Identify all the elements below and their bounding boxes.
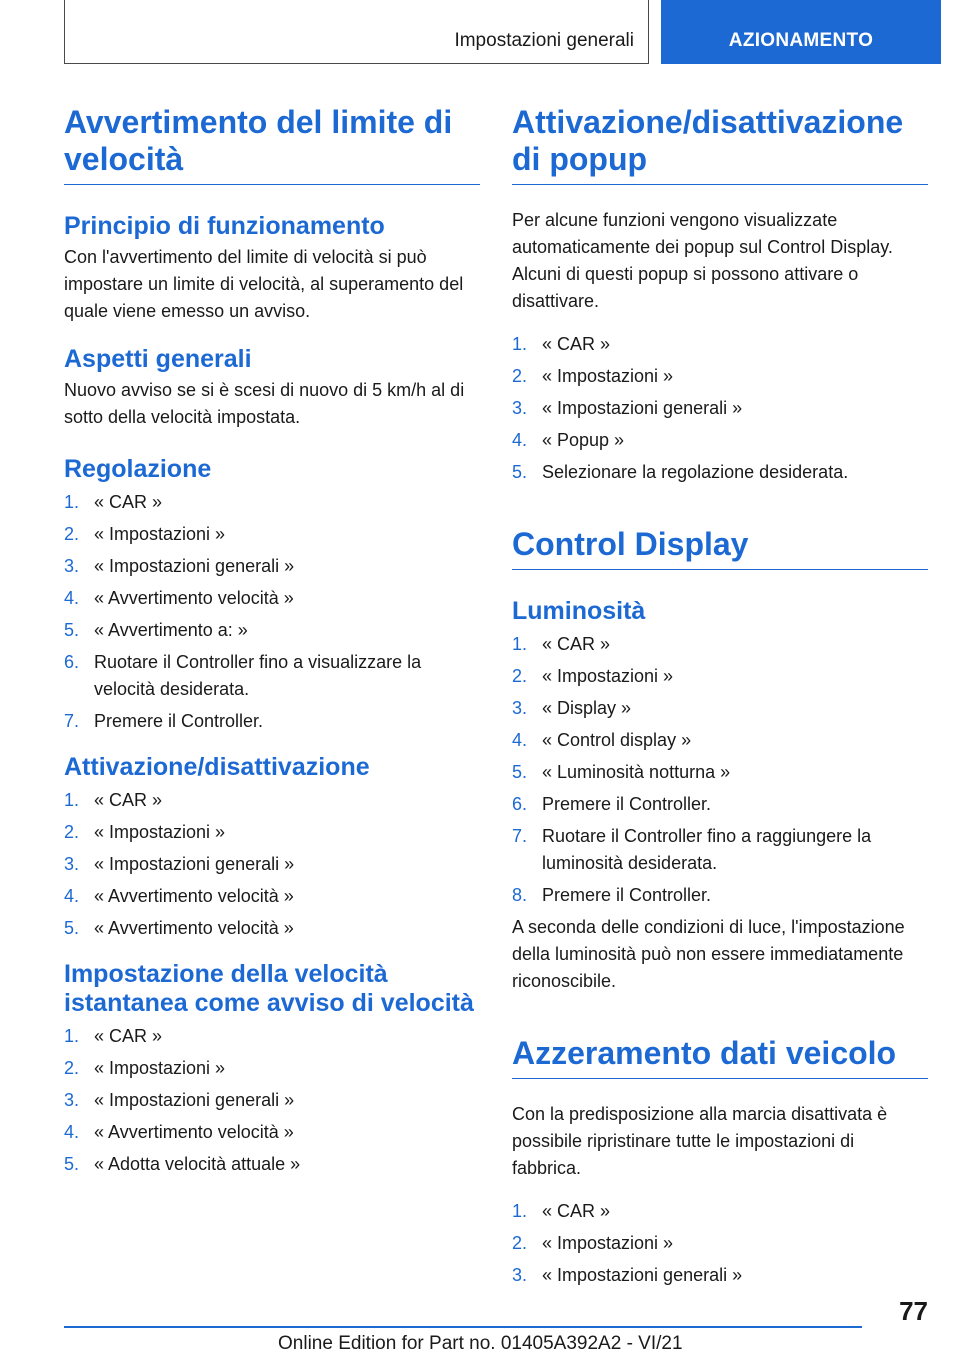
attivazione-steps — [64, 787, 480, 942]
step-number: 4. — [512, 730, 528, 750]
step-number: 1. — [64, 492, 80, 512]
left-column — [64, 104, 480, 1183]
list-item — [512, 759, 928, 786]
step-text: « CAR » — [94, 1026, 163, 1046]
step-number: 5. — [64, 620, 80, 640]
luminosita-steps — [512, 631, 928, 909]
list-item — [512, 663, 928, 690]
list-item — [512, 1230, 928, 1257]
step-text: « Impostazioni generali » — [94, 1090, 295, 1110]
step-number: 4. — [64, 1122, 80, 1142]
list-item — [512, 823, 928, 877]
step-text: « Impostazioni generali » — [542, 1265, 743, 1285]
step-text: Ruotare il Controller fino a visualizzare la velocità desiderata. — [94, 652, 422, 699]
luminosita-heading: Luminosità — [512, 597, 646, 625]
list-item — [64, 851, 480, 878]
attivazione-heading: Attivazione/disattivazione — [64, 753, 370, 781]
list-item — [64, 1087, 480, 1114]
luminosita-note: A seconda delle condizioni di luce, l'impostazione della luminosità può non essere immediatamente riconoscibile. — [512, 917, 905, 991]
step-number: 3. — [64, 854, 80, 874]
list-item — [512, 331, 928, 358]
list-item — [64, 1055, 480, 1082]
step-number: 3. — [512, 398, 528, 418]
step-text: « Display » — [542, 698, 632, 718]
step-number: 4. — [64, 588, 80, 608]
list-item — [512, 727, 928, 754]
step-text: « Impostazioni » — [542, 1233, 674, 1253]
step-text: « CAR » — [94, 492, 163, 512]
principio-heading: Principio di funzionamento — [64, 212, 385, 240]
step-text: « Impostazioni » — [542, 666, 674, 686]
step-number: 2. — [64, 1058, 80, 1078]
list-item — [512, 695, 928, 722]
step-number: 3. — [64, 556, 80, 576]
list-item — [512, 882, 928, 909]
step-number: 7. — [512, 826, 528, 846]
list-item — [64, 1119, 480, 1146]
step-text: « Avvertimento velocità » — [94, 1122, 294, 1142]
list-item — [64, 1023, 480, 1050]
step-text: « Control display » — [542, 730, 692, 750]
header-section-box — [64, 0, 649, 64]
regolazione-steps — [64, 489, 480, 735]
step-text: Premere il Controller. — [94, 711, 264, 731]
step-number: 7. — [64, 711, 80, 731]
step-text: « Avvertimento velocità » — [94, 886, 294, 906]
list-item — [64, 787, 480, 814]
step-text: « Impostazioni generali » — [542, 398, 743, 418]
list-item — [512, 459, 928, 486]
list-item — [64, 649, 480, 703]
impostazione-steps — [64, 1023, 480, 1178]
step-text: Premere il Controller. — [542, 885, 712, 905]
step-text: « CAR » — [542, 1201, 611, 1221]
step-number: 8. — [512, 885, 528, 905]
list-item — [64, 915, 480, 942]
list-item — [64, 1151, 480, 1178]
step-number: 1. — [512, 334, 528, 354]
step-text: « Popup » — [542, 430, 625, 450]
popup-text: Per alcune funzioni vengono visualizzate automaticamente dei popup sul Control Display. Alcuni di questi popup si possono attivare o disattivare. — [512, 210, 893, 311]
control-display-title: Control Display — [512, 526, 928, 570]
step-text: « Impostazioni generali » — [94, 556, 295, 576]
list-item — [512, 631, 928, 658]
step-number: 2. — [64, 822, 80, 842]
header-chapter-title: AZIONAMENTO — [728, 30, 874, 51]
step-number: 1. — [512, 1201, 528, 1221]
page-number: 77 — [899, 1296, 928, 1326]
header-chapter-tab — [661, 0, 941, 64]
list-item — [64, 617, 480, 644]
step-number: 5. — [512, 762, 528, 782]
popup-title: Attivazione/disattivazione di popup — [512, 104, 928, 185]
step-text: « Avvertimento velocità » — [94, 918, 294, 938]
step-text: Ruotare il Controller fino a raggiungere la luminosità desiderata. — [542, 826, 872, 873]
list-item — [512, 1262, 928, 1289]
step-number: 3. — [512, 1265, 528, 1285]
step-text: « CAR » — [94, 790, 163, 810]
step-text: Selezionare la regolazione desiderata. — [542, 462, 849, 482]
step-text: « Impostazioni generali » — [94, 854, 295, 874]
azzeramento-steps — [512, 1198, 928, 1289]
azzeramento-title: Azzeramento dati veicolo — [512, 1035, 928, 1079]
step-text: « Avvertimento a: » — [94, 620, 248, 640]
step-text: « Impostazioni » — [542, 366, 674, 386]
list-item — [512, 791, 928, 818]
right-column — [512, 104, 928, 1294]
edition-text: Online Edition for Part no. 01405A392A2 - VI/21 — [278, 1333, 683, 1354]
list-item — [64, 521, 480, 548]
aspetti-heading: Aspetti generali — [64, 345, 252, 373]
list-item — [512, 395, 928, 422]
list-item — [512, 427, 928, 454]
step-number: 6. — [512, 794, 528, 814]
step-number: 1. — [64, 790, 80, 810]
step-number: 3. — [64, 1090, 80, 1110]
step-number: 5. — [64, 918, 80, 938]
popup-steps — [512, 331, 928, 486]
list-item — [64, 708, 480, 735]
list-item — [64, 819, 480, 846]
step-number: 2. — [512, 1233, 528, 1253]
step-number: 2. — [512, 666, 528, 686]
step-number: 5. — [64, 1154, 80, 1174]
step-number: 5. — [512, 462, 528, 482]
step-text: « Adotta velocità attuale » — [94, 1154, 301, 1174]
regolazione-heading: Regolazione — [64, 455, 212, 483]
azzeramento-text: Con la predisposizione alla marcia disattivata è possibile ripristinare tutte le impostazioni di fabbrica. — [512, 1104, 888, 1178]
step-number: 2. — [512, 366, 528, 386]
principio-text: Con l'avvertimento del limite di velocità si può impostare un limite di velocità, al superamento del quale viene emesso un avviso. — [64, 247, 464, 321]
header-section-title: Impostazioni generali — [454, 30, 634, 51]
step-text: « Impostazioni » — [94, 524, 226, 544]
step-text: « Luminosità notturna » — [542, 762, 731, 782]
step-text: Premere il Controller. — [542, 794, 712, 814]
step-number: 2. — [64, 524, 80, 544]
impostazione-heading: Impostazione della velocità istantanea come avviso di velocità — [64, 960, 474, 1017]
step-text: « Impostazioni » — [94, 1058, 226, 1078]
step-text: « Impostazioni » — [94, 822, 226, 842]
step-text: « CAR » — [542, 334, 611, 354]
step-text: « CAR » — [542, 634, 611, 654]
list-item — [64, 585, 480, 612]
list-item — [64, 489, 480, 516]
list-item — [512, 1198, 928, 1225]
aspetti-text: Nuovo avviso se si è scesi di nuovo di 5 km/h al di sotto della velocità impostata. — [64, 380, 465, 427]
footer-divider — [64, 1326, 862, 1328]
speed-limit-title: Avvertimento del limite di velocità — [64, 104, 480, 185]
step-number: 4. — [512, 430, 528, 450]
list-item — [64, 553, 480, 580]
list-item — [512, 363, 928, 390]
step-text: « Avvertimento velocità » — [94, 588, 294, 608]
step-number: 1. — [64, 1026, 80, 1046]
list-item — [64, 883, 480, 910]
step-number: 6. — [64, 652, 80, 672]
step-number: 4. — [64, 886, 80, 906]
step-number: 1. — [512, 634, 528, 654]
step-number: 3. — [512, 698, 528, 718]
